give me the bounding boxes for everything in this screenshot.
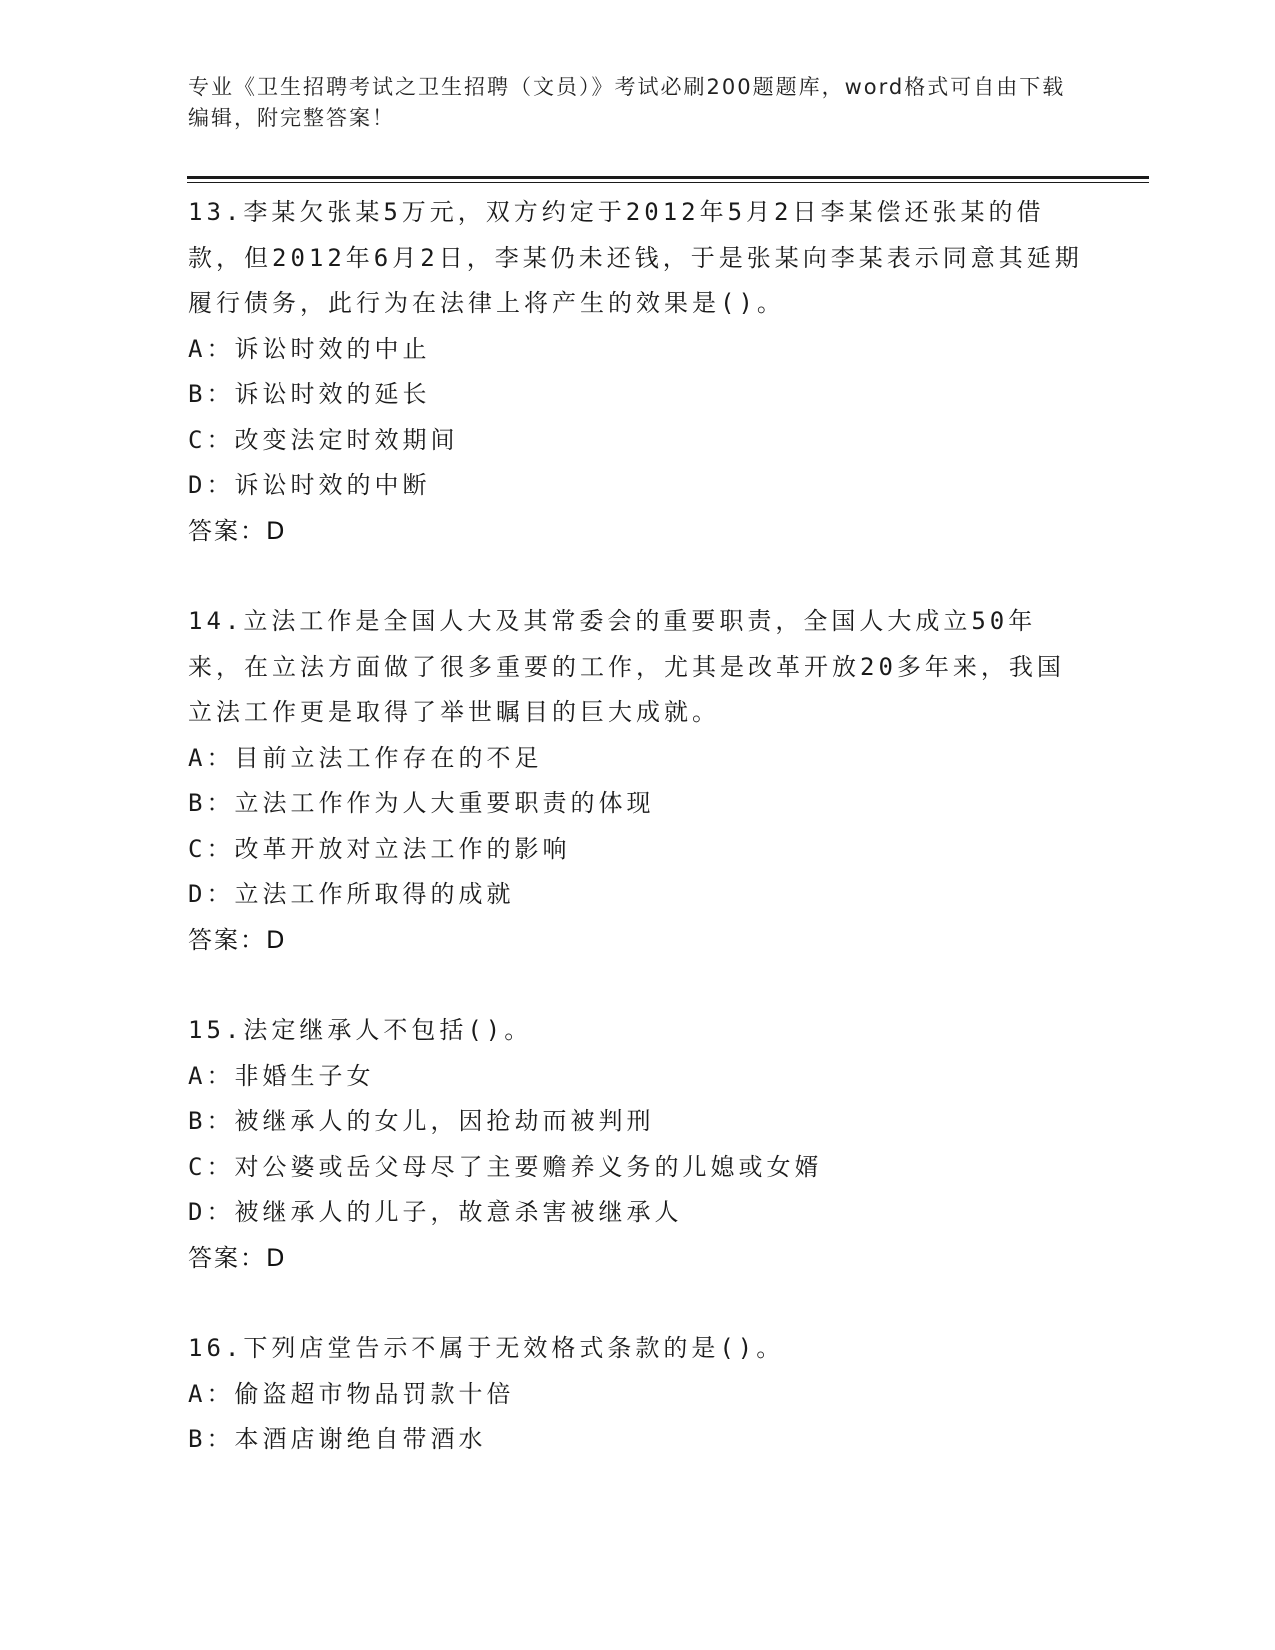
header-divider-thick bbox=[187, 176, 1149, 179]
question-16 bbox=[188, 1326, 1088, 1463]
answer-line: 答案：D bbox=[188, 1243, 287, 1272]
question-14 bbox=[188, 599, 1088, 963]
option-c: C：改变法定时效期间 bbox=[188, 425, 459, 454]
option-d: D：诉讼时效的中断 bbox=[188, 471, 431, 499]
answer-line: 答案：D bbox=[188, 925, 287, 954]
question-stem: 16.下列店堂告示不属于无效格式条款的是()。 bbox=[188, 1334, 785, 1362]
header-divider-thin bbox=[187, 182, 1149, 183]
question-stem: 14.立法工作是全国人大及其常委会的重要职责，全国人大成立50年来，在立法方面做了很多重要的工作，尤其是改革开放20多年来，我国立法工作更是取得了举世瞩目的巨大成就。 bbox=[188, 607, 1065, 726]
option-a: A：非婚生子女 bbox=[188, 1061, 375, 1090]
option-a: A：诉讼时效的中止 bbox=[188, 334, 431, 363]
question-list bbox=[188, 190, 1088, 1463]
option-c: C：对公婆或岳父母尽了主要赡养义务的儿媳或女婿 bbox=[188, 1152, 823, 1181]
question-stem: 13.李某欠张某5万元，双方约定于2012年5月2日李某偿还张某的借款，但2012年6月2日，李某仍未还钱，于是张某向李某表示同意其延期履行债务，此行为在法律上将产生的效果是()。 bbox=[188, 198, 1083, 317]
option-b: B：本酒店谢绝自带酒水 bbox=[188, 1425, 487, 1453]
question-gap bbox=[188, 554, 1088, 599]
option-b: B：被继承人的女儿，因抢劫而被判刑 bbox=[188, 1107, 655, 1135]
answer-line: 答案：D bbox=[188, 516, 287, 545]
option-b: B：立法工作作为人大重要职责的体现 bbox=[188, 789, 655, 817]
option-d: D：立法工作所取得的成就 bbox=[188, 880, 515, 908]
option-d: D：被继承人的儿子，故意杀害被继承人 bbox=[188, 1198, 683, 1226]
option-a: A：目前立法工作存在的不足 bbox=[188, 743, 543, 772]
question-gap bbox=[188, 963, 1088, 1008]
option-a: A：偷盗超市物品罚款十倍 bbox=[188, 1379, 515, 1408]
question-gap bbox=[188, 1281, 1088, 1326]
question-stem: 15.法定继承人不包括()。 bbox=[188, 1016, 533, 1044]
question-13 bbox=[188, 190, 1088, 554]
document-header: 专业《卫生招聘考试之卫生招聘（文员）》考试必刷200题题库，word格式可自由下载编辑，附完整答案！ bbox=[188, 75, 1066, 130]
question-15 bbox=[188, 1008, 1088, 1281]
option-c: C：改革开放对立法工作的影响 bbox=[188, 834, 571, 863]
option-b: B：诉讼时效的延长 bbox=[188, 380, 431, 408]
